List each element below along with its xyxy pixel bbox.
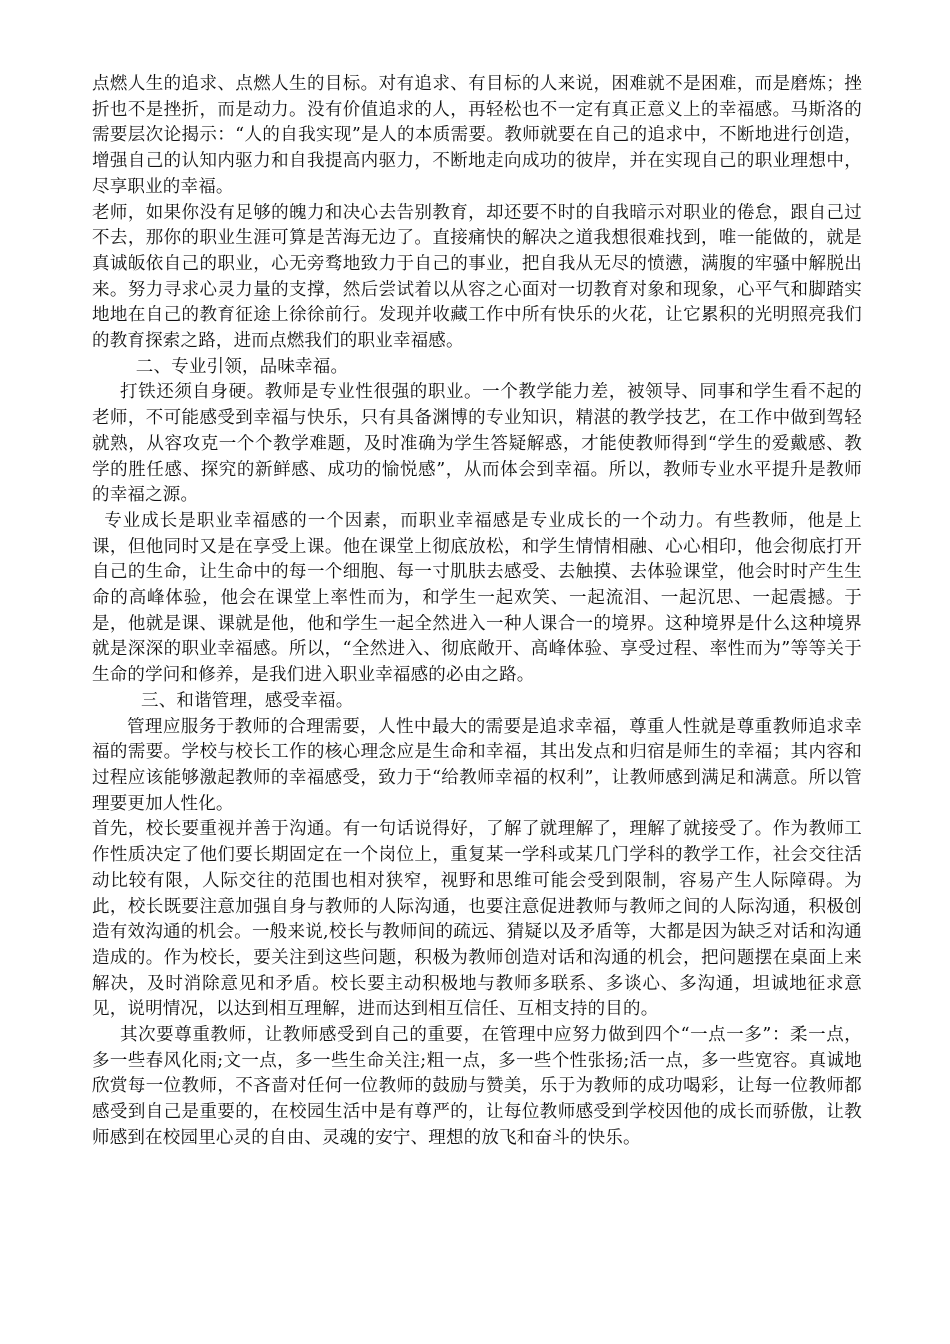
paragraph-communication: 首先，校长要重视并善于沟通。有一句话说得好，了解了就理解了，理解了就接受了。作为教师工作性质决定了他们要长期固定在一个岗位上，重复某一学科或某几门学科的教学工作，社会交往活动比较有限，人际交往的范围也相对狭窄，视野和思维可能会受到限制，容易产生人际障碍。为此，校长既要注意加强自身与教师的人际沟通，也要注意促进教师与教师之间的人际沟通，积极创造有效沟通的机会。一般来说,校长与教师间的疏远、猜疑以及矛盾等，大都是因为缺乏对话和沟通造成的。作为校长，要关注到这些问题，积极为教师创造对话和沟通的机会，把问题摆在桌面上来解决，及时消除意见和矛盾。校长要主动积极地与教师多联系、多谈心、多沟通，坦诚地征求意见，说明情况，以达到相互理解，进而达到相互信任、互相支持的目的。 <box>92 819 862 1020</box>
section-heading-professional-leadership: 二、专业引领，品味幸福。 <box>135 356 349 377</box>
paragraph-professional-growth: 专业成长是职业幸福感的一个因素，而职业幸福感是专业成长的一个动力。有些教师，他是上课，但他同时又是在享受上课。他在课堂上彻底放松，和学生情情相融、心心相印，他会彻底打开自己的生命，让生命中的每一个细胞、每一寸肌肤去感受、去触摸、去体验课堂，他会时时产生生命的高峰体验，他会在课堂上率性而为，和学生一起欢笑、一起流泪、一起沉思、一起震撼。于是，他就是课、课就是他，他和学生一起全然进入一种人课合一的境界。这种境界是什么这种境界就是深深的职业幸福感。所以，“全然进入、彻底敞开、高峰体验、享受过程、率性而为”等等关于生命的学问和修养，是我们进入职业幸福感的必由之路。 <box>92 510 862 686</box>
document-body <box>92 72 862 1152</box>
paragraph-respect-teachers: 其次要尊重教师，让教师感受到自己的重要，在管理中应努力做到四个“一点一多”：柔一点，多一些春风化雨;文一点，多一些生命关注;粗一点，多一些个性张扬;活一点，多一些宽容。真诚地欣赏每一位教师，不吝啬对任何一位教师的鼓励与赞美，乐于为教师的成功喝彩，让每一位教师都感受到自己是重要的，在校园生活中是有尊严的，让每位教师感受到学校因他的成长而骄傲，让教师感到在校园里心灵的自由、灵魂的安宁、理想的放飞和奋斗的快乐。 <box>92 1025 862 1148</box>
section-heading-harmonious-management: 三、和谐管理，感受幸福。 <box>141 690 354 711</box>
paragraph-pursuit: 点燃人生的追求、点燃人生的目标。对有追求、有目标的人来说，困难就不是困难，而是磨炼；挫折也不是挫折，而是动力。没有价值追求的人，再轻松也不一定有真正意义上的幸福感。马斯洛的需要层次论揭示：“人的自我实现”是人的本质需要。教师就要在自己的追求中，不断地进行创造，增强自己的认知内驱力和自我提高内驱力，不断地走向成功的彼岸，并在实现自己的职业理想中，尽享职业的幸福。 <box>92 74 862 197</box>
paragraph-management-needs: 管理应服务于教师的合理需要，人性中最大的需要是追求幸福，尊重人性就是尊重教师追求幸福的需要。学校与校长工作的核心理念应是生命和幸福，其出发点和归宿是师生的幸福；其内容和过程应该能够激起教师的幸福感受，致力于“给教师幸福的权利”，让教师感到满足和满意。所以管理要更加人性化。 <box>92 716 862 814</box>
paragraph-teacher-resolve: 老师，如果你没有足够的魄力和决心去告别教育，却还要不时的自我暗示对职业的倦怠，跟自己过不去，那你的职业生涯可算是苦海无边了。直接痛快的解决之道我想很难找到，唯一能做的，就是真诚皈依自己的职业，心无旁骛地致力于自己的事业，把自我从无尽的愤懑，满腹的牢骚中解脱出来。努力寻求心灵力量的支撑，然后尝试着以从容之心面对一切教育对象和现象，心平气和脚踏实地地在自己的教育征途上徐徐前行。发现并收藏工作中所有快乐的火花，让它累积的光明照亮我们的教育探索之路，进而点燃我们的职业幸福感。 <box>92 202 862 352</box>
paragraph-professional-skill: 打铁还须自身硬。教师是专业性很强的职业。一个教学能力差，被领导、同事和学生看不起的老师，不可能感受到幸福与快乐，只有具备渊博的专业知识，精湛的教学技艺，在工作中做到驾轻就熟，从容攻克一个个教学难题，及时准确为学生答疑解惑，才能使教师得到“学生的爱戴感、教学的胜任感、探究的新鲜感、成功的愉悦感”，从而体会到幸福。所以，教师专业水平提升是教师的幸福之源。 <box>92 382 862 506</box>
